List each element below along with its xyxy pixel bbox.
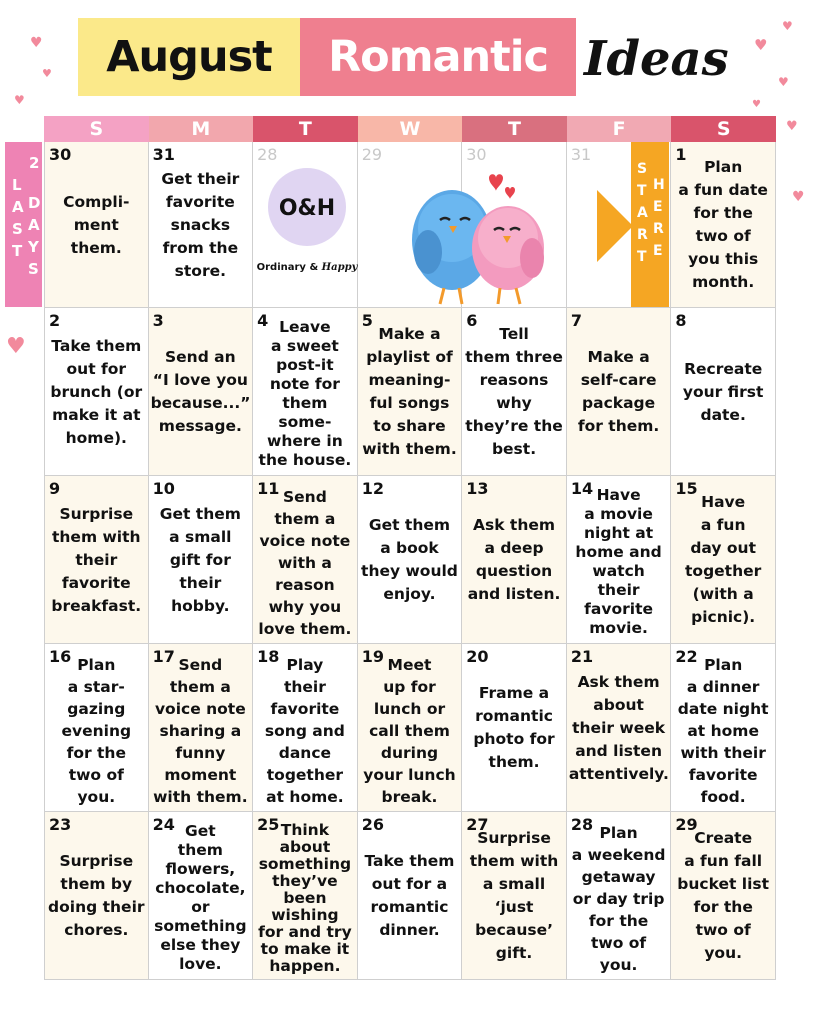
love-birds-illustration [404, 170, 554, 310]
day-idea: Plan a weekend getaway or day trip for the two of you. [571, 824, 666, 974]
day-number: 13 [466, 479, 489, 498]
day-number: 31 [152, 145, 175, 164]
calendar-day-cell [567, 476, 672, 644]
day-number: 16 [49, 647, 72, 666]
logo-amp: & [309, 262, 319, 273]
day-number: 24 [152, 815, 175, 834]
logo-text-right: Happy [321, 262, 358, 273]
day-number: 23 [49, 815, 72, 834]
logo-mark: O&H [278, 196, 336, 221]
calendar-day-cell [671, 308, 776, 476]
day-idea: Send them a voice note with a reason why you love them. [258, 488, 352, 638]
calendar-day-cell [149, 308, 254, 476]
calendar-day-cell [253, 644, 358, 812]
day-number: 3 [152, 311, 164, 330]
day-idea: Ask them a deep question and listen. [467, 516, 561, 603]
title-august: August [78, 18, 300, 96]
start-letter: R [637, 227, 648, 243]
day-number: 20 [466, 647, 489, 666]
start-letter: T [637, 249, 647, 265]
day-number: 12 [361, 479, 384, 498]
day-number: 18 [257, 647, 280, 666]
calendar-week-row [44, 476, 776, 644]
side-tab-letter: S [28, 260, 39, 278]
calendar-day-cell [44, 476, 149, 644]
calendar-week-row [44, 308, 776, 476]
day-number: 4 [257, 311, 269, 330]
calendar-day-cell [462, 476, 567, 644]
day-number: 6 [466, 311, 478, 330]
title-romantic: Romantic [300, 18, 576, 96]
calendar-week-row [44, 644, 776, 812]
day-idea: Compli- ment them. [63, 193, 130, 257]
day-number: 28 [570, 815, 594, 834]
day-idea: Have a fun day out together (with a picnic). [685, 493, 762, 626]
heart-icon: ♥ [782, 19, 793, 33]
calendar-day-cell [253, 476, 358, 644]
calendar-day-cell [253, 308, 358, 476]
day-number: 27 [466, 815, 489, 834]
day-idea: Take them out for brunch (or make it at home). [50, 337, 143, 447]
day-idea: Recreate your first date. [682, 360, 764, 424]
side-tab-letter: L [12, 176, 22, 194]
heart-icon: ♥ [42, 67, 52, 80]
calendar-day-cell [567, 812, 672, 980]
side-tab-letter: A [28, 216, 40, 234]
calendar-day-cell [44, 812, 149, 980]
weekday-header: F [567, 116, 672, 142]
heart-icon [505, 187, 515, 199]
heart-icon: ♥ [30, 35, 43, 51]
day-number: 21 [570, 647, 594, 666]
day-idea: Meet up for lunch or call them during your lunch break. [363, 656, 456, 806]
day-idea: Have a movie night at home and watch their favorite movie. [575, 486, 662, 637]
day-number: 30 [466, 145, 487, 164]
calendar-day-cell [253, 812, 358, 980]
day-number: 10 [152, 479, 175, 498]
day-number: 26 [361, 815, 384, 834]
day-number: 22 [675, 647, 698, 666]
calendar-day-cell [358, 476, 463, 644]
day-idea: Play their favorite song and dance together at home. [264, 656, 345, 806]
start-letter: A [637, 205, 648, 221]
day-number: 14 [570, 479, 594, 498]
weekday-header-row [44, 116, 776, 142]
day-number: 2 [49, 311, 61, 330]
weekday-header: T [462, 116, 567, 142]
calendar-day-cell [44, 142, 149, 308]
logo-caption [256, 262, 358, 273]
day-number: 8 [675, 311, 687, 330]
arrow-right-icon [597, 190, 633, 262]
day-number: 9 [49, 479, 61, 498]
calendar-day-cell [149, 644, 254, 812]
weekday-header: S [44, 116, 149, 142]
day-number: 25 [257, 815, 280, 834]
day-number: 28 [257, 145, 278, 164]
calendar-day-cell [44, 644, 149, 812]
calendar-day-cell [671, 476, 776, 644]
day-number: 19 [361, 647, 384, 666]
day-number: 7 [570, 311, 582, 330]
heart-icon [489, 174, 503, 191]
day-number: 29 [675, 815, 698, 834]
title-banner [78, 18, 729, 96]
day-idea: Get them flowers, chocolate, or something else they love. [154, 822, 247, 973]
day-idea: Surprise them with a small ‘just because’ gift. [469, 829, 559, 962]
heart-icon: ♥ [6, 334, 26, 359]
day-idea: Get their favorite snacks from the store. [161, 170, 240, 280]
day-number: 11 [257, 479, 280, 498]
calendar-day-cell [567, 308, 672, 476]
day-idea: Make a playlist of meaning- ful songs to share with them. [362, 325, 457, 458]
day-idea: Plan a star- gazing evening for the two of you. [61, 656, 132, 806]
side-tab-letter: A [12, 198, 24, 216]
calendar-day-cell [149, 812, 254, 980]
heart-icon: ♥ [14, 93, 25, 107]
weekday-header: S [671, 116, 776, 142]
side-tab-letter: Y [28, 238, 39, 256]
day-idea: Plan a dinner date night at home with their favorite food. [677, 656, 769, 806]
calendar-week-row [44, 812, 776, 980]
side-tab-letter: T [12, 242, 23, 260]
title-ideas: Ideas [584, 31, 729, 87]
heart-icon: ♥ [752, 99, 761, 110]
heart-icon: ♥ [778, 75, 789, 89]
day-idea: Take them out for a romantic dinner. [364, 852, 455, 939]
day-idea: Surprise them by doing their chores. [48, 852, 145, 939]
heart-icon: ♥ [754, 36, 768, 54]
side-tab-letter: S [12, 220, 23, 238]
here-letter: E [653, 243, 663, 259]
calendar-day-cell [149, 476, 254, 644]
day-number: 15 [675, 479, 698, 498]
day-number: 1 [675, 145, 687, 164]
day-number: 5 [361, 311, 373, 330]
calendar-day-cell [358, 812, 463, 980]
calendar-day-cell [462, 644, 567, 812]
logo-text-left: Ordinary [256, 262, 306, 273]
day-idea: Send them a voice note sharing a funny moment with them. [153, 656, 248, 806]
start-here-bar [631, 142, 669, 307]
calendar-day-cell [44, 308, 149, 476]
calendar-day-cell [671, 142, 776, 308]
calendar-day-cell [462, 308, 567, 476]
day-idea: Plan a fun date for the two of you this month. [678, 158, 768, 291]
start-letter: S [637, 161, 648, 177]
weekday-header: T [253, 116, 358, 142]
weekday-header: W [358, 116, 463, 142]
calendar-day-cell [358, 308, 463, 476]
start-letter: T [637, 183, 647, 199]
calendar-day-cell [671, 812, 776, 980]
day-idea: Make a self-care package for them. [577, 348, 660, 435]
side-tab-letter: D [28, 194, 41, 212]
day-idea: Send an “I love you because...” message. [150, 348, 251, 435]
day-idea: Get them a book they would enjoy. [361, 516, 458, 603]
day-idea: Think about something they’ve been wishing for and try to make it happen. [258, 821, 352, 975]
day-idea: Leave a sweet post-it note for them some- where in the house. [258, 318, 352, 469]
calendar-day-cell [567, 644, 672, 812]
day-idea: Ask them about their week and listen attentively. [568, 673, 669, 783]
day-idea: Tell them three reasons why they’re the best. [465, 325, 563, 458]
side-tab-number: 2 [29, 154, 40, 172]
last-days-tab [5, 142, 42, 307]
here-letter: E [653, 199, 663, 215]
day-number: 29 [361, 145, 383, 164]
here-letter: R [653, 221, 664, 237]
calendar-day-cell [671, 644, 776, 812]
day-idea: Surprise them with their favorite breakfast. [51, 505, 142, 615]
day-idea: Get them a small gift for their hobby. [159, 505, 241, 615]
day-idea: Frame a romantic photo for them. [473, 684, 555, 771]
here-letter: H [653, 177, 665, 193]
calendar-day-cell [462, 812, 567, 980]
heart-icon: ♥ [792, 189, 805, 205]
calendar-day-cell [358, 644, 463, 812]
weekday-header: M [149, 116, 254, 142]
day-number: 31 [570, 145, 592, 164]
calendar-day-cell [149, 142, 254, 308]
day-number: 30 [49, 145, 72, 164]
day-idea: Create a fun fall bucket list for the two of you. [677, 829, 770, 962]
heart-icon: ♥ [786, 119, 798, 134]
day-number: 17 [152, 647, 175, 666]
